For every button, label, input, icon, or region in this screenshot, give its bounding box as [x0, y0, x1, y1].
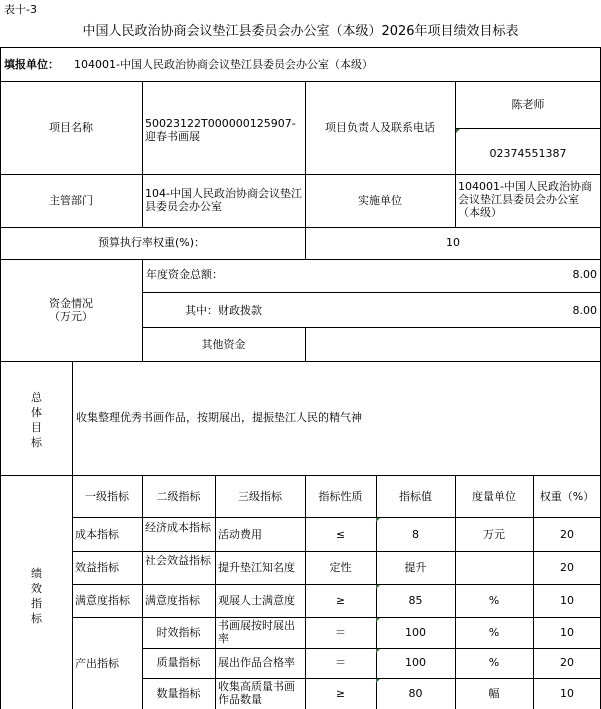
other-label: 其他资金 — [201, 338, 246, 351]
row-value: 80 — [408, 687, 423, 700]
row-weight: 10 — [560, 687, 574, 700]
budget-rate-label: 预算执行率权重(%)： — [97, 236, 205, 249]
row-l2: 数量指标 — [156, 687, 201, 700]
row-weight: 20 — [560, 561, 574, 574]
row-l3: 书画展按时展出率 — [218, 619, 295, 645]
fiscal-value: 8.00 — [572, 304, 597, 317]
row-l1: 产出指标 — [75, 657, 119, 670]
row-weight: 10 — [560, 626, 574, 639]
header-nature: 指标性质 — [318, 490, 363, 503]
row-value: 提升 — [404, 561, 427, 574]
header-l1: 一级指标 — [85, 490, 129, 503]
cell-marker — [376, 649, 380, 653]
impl-label: 实施单位 — [358, 194, 402, 207]
contact-label: 项目负责人及联系电话 — [325, 121, 435, 134]
budget-rate-value: 10 — [446, 236, 460, 249]
row-l1: 效益指标 — [75, 561, 119, 574]
cell-marker — [376, 585, 380, 589]
goal-label: 总体目标 — [31, 391, 42, 449]
row-value: 8 — [412, 528, 419, 541]
header-l2: 二级指标 — [156, 490, 201, 503]
header-l3: 三级指标 — [238, 490, 282, 503]
header-unit: 度量单位 — [472, 490, 516, 503]
dept-label: 主管部门 — [49, 194, 93, 207]
row-unit: 万元 — [483, 528, 505, 541]
contact-name: 陈老师 — [511, 98, 545, 111]
row-l2: 时效指标 — [156, 626, 201, 639]
row-nature: ≥ — [335, 594, 346, 607]
row-l1: 满意度指标 — [75, 594, 130, 607]
table-number: 表十-3 — [4, 3, 37, 16]
cell-marker — [376, 679, 380, 683]
impl-value: 104001-中国人民政治协商会议垫江县委员会办公室（本级） — [458, 180, 592, 219]
row-unit: % — [488, 626, 500, 639]
row-nature: ≥ — [335, 687, 346, 700]
row-l3: 展出作品合格率 — [218, 656, 295, 669]
row-value: 100 — [405, 656, 426, 669]
row-l3: 活动费用 — [218, 528, 262, 541]
goal-text: 收集整理优秀书画作品，按期展出，提振垫江人民的精气神 — [76, 411, 362, 424]
row-l3: 观展人士满意度 — [218, 594, 295, 607]
row-l2: 经济成本指标 — [145, 521, 211, 534]
row-nature: 定性 — [329, 561, 352, 574]
page-title: 中国人民政治协商会议垫江县委员会办公室（本级）2026年项目绩效目标表 — [82, 24, 519, 39]
row-l3: 收集高质量书画作品数量 — [218, 680, 295, 706]
row-weight: 20 — [560, 528, 574, 541]
row-weight: 10 — [560, 594, 574, 607]
project-name-label: 项目名称 — [49, 121, 93, 134]
cell-marker — [456, 129, 460, 133]
cell-marker — [376, 618, 380, 622]
fiscal-label: 其中：财政拨款 — [185, 304, 262, 317]
contact-phone: 02374551387 — [489, 147, 567, 160]
row-nature: ＝ — [335, 656, 346, 669]
unit-value: 104001-中国人民政治协商会议垫江县委员会办公室（本级） — [74, 58, 373, 71]
row-nature: ≤ — [335, 528, 346, 541]
unit-label: 填报单位： — [4, 58, 59, 71]
row-weight: 20 — [560, 656, 574, 669]
row-l2: 社会效益指标 — [145, 554, 211, 567]
annual-total-label: 年度资金总额： — [146, 268, 223, 281]
row-l3: 提升垫江知名度 — [218, 561, 295, 574]
row-unit: % — [488, 656, 500, 669]
row-l2: 质量指标 — [156, 656, 201, 669]
row-unit: % — [488, 594, 500, 607]
header-value: 指标值 — [399, 490, 432, 503]
row-nature: ＝ — [335, 626, 346, 639]
perf-label: 绩效指标 — [31, 567, 42, 625]
funds-label: 资金情况 （万元） — [49, 297, 93, 323]
row-l1: 成本指标 — [75, 528, 119, 541]
row-l2: 满意度指标 — [145, 594, 200, 607]
annual-total-value: 8.00 — [572, 268, 597, 281]
row-value: 100 — [405, 626, 426, 639]
header-weight: 权重（%） — [539, 490, 595, 503]
row-value: 85 — [408, 594, 423, 607]
cell-marker — [376, 518, 380, 522]
dept-value: 104-中国人民政治协商会议垫江县委员会办公室 — [145, 187, 302, 213]
project-name-value: 50023122T000000125907-迎春书画展 — [145, 117, 296, 143]
row-unit: 幅 — [488, 687, 500, 700]
